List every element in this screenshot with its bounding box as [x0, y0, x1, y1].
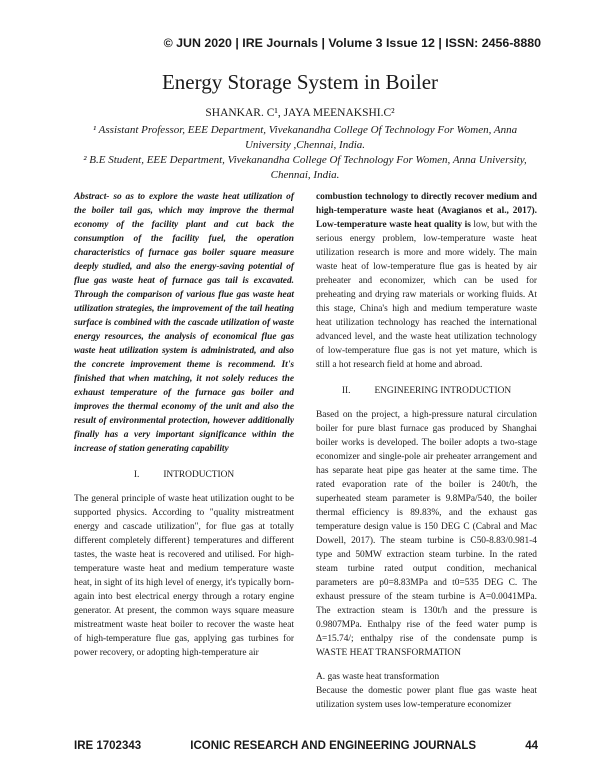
footer-journal: ICONIC RESEARCH AND ENGINEERING JOURNALS	[190, 740, 477, 752]
right-column	[316, 190, 537, 712]
section-number: I.	[133, 470, 140, 480]
authors: SHANKAR. C¹, JAYA MEENAKSHI.C²	[205, 107, 395, 119]
footer-id: IRE 1702343	[74, 740, 142, 752]
affiliation-1: ¹ Assistant Professor, EEE Department, Vivekanandha College Of Technology For Women, Anna University ,Chennai, India.	[92, 124, 518, 151]
journal-header: © JUN 2020 | IRE Journals | Volume 3 Issue 12 | ISSN: 2456-8880	[163, 36, 541, 50]
page-number: 44	[525, 740, 538, 752]
paragraph-text: low, but with the serious energy problem, low-temperature waste heat utilization research is more and more widely. The main waste heat of low-temperature flue gas is heated by air preheater and economizer, which can be used for preheating and drying raw materials or working fluids. At this stage, China's high and medium temperature waste heat utilization technology has reached the international advanced level, and the waste heat utilization technology of low-temperature flue gas is not yet mature, which is still a hot research field at home and abroad.	[316, 220, 537, 370]
section-title: INTRODUCTION	[163, 470, 235, 480]
introduction-paragraph: The general principle of waste heat utilization ought to be supported physics. According to "quality mistreatment energy and cascade utilization", for flue gas at totally different completely different} temperatures and different tastes, the waste heat is recovered and utilised. For high-temperature waste heat and medium temperature waste heat, in sight of its high level of energy, it's typically born-again into best electrical energy through a rotary engine generator. At present, the common ways square measure mistreatment waste heat boiler to recover the waste heat of high-temperature flue gas, applying gas turbines for power recovery, or adopting high-temperature air	[74, 494, 294, 658]
left-column	[74, 190, 294, 660]
page-footer	[74, 740, 538, 752]
subsection-paragraph: Because the domestic power plant flue gas waste heat utilization system uses low-temperature economizer	[316, 686, 537, 710]
section-title: ENGINEERING INTRODUCTION	[374, 386, 512, 396]
engineering-paragraph: Based on the project, a high-pressure natural circulation boiler for pure blast furnace gas produced by Shanghai boiler works is developed. The boiler adopts a two-stage economizer and single-pole air preheater arrangement and has separate heat pipe gas heater at the same time. The rated evaporation rate of the boiler is 240t/h, the superheated steam parameter is 9.8MPa/540, the boiler thermal efficiency is 89.83%, and the exhaust gas temperature design value is 150 DEG C (Cabral and Mac Dowell, 2017). The steam turbine is C50-8.83/0.981-4 type and 50MW extraction steam turbine. In the rated steam turbine rated output condition, mechanical parameters are p0=8.83MPa and t0=535 DEG C. The exhaust pressure of the steam turbine is A=0.0041MPa. The extraction steam is 130t/h and the pressure is 0.9807MPa. Enthalpy rise of the feed water pump is Δ=15.74/; enthalpy rise of the condensate pump is WASTE HEAT TRANSFORMATION	[316, 410, 537, 658]
subsection-heading: A. gas waste heat transformation	[316, 672, 440, 682]
section-number: II.	[341, 386, 351, 396]
section-heading-engineering	[316, 384, 537, 398]
continued-paragraph	[316, 190, 537, 372]
section-heading-introduction	[74, 468, 294, 482]
affiliation-2: ² B.E Student, EEE Department, Vivekanandha College Of Technology For Women, Anna University, Chennai, India.	[83, 154, 527, 181]
bold-text: combustion technology to directly recover medium and high-temperature waste heat (Avagianos et al., 2017). Low-temperature waste heat quality is	[316, 192, 537, 230]
abstract: Abstract- so as to explore the waste heat utilization of the boiler tail gas, which may improve the thermal economy of the facility plant and cut back the consumption of the facility fuel, the operation characteristics of furnace gas boiler square measure deeply studied, and also the energy-saving potential of flue gas waste heat of furnace gas tail is excavated. Through the comparison of various flue gas waste heat utilization strategies, the improvement of the tail heating surface is combined with the cascade utilization of waste energy resources, the analysis of economical flue gas waste heat utilization system is administrated, and also the concrete improvement theme is recommend. It's finished that when matching, it not solely reduces the exhaust temperature of the furnace gas boiler and improves the thermal economy of the unit and also the result of environmental protection, however additionally finally has a very important significance within the increase of station generating capability	[74, 192, 294, 454]
paper-title: Energy Storage System in Boiler	[161, 70, 439, 94]
